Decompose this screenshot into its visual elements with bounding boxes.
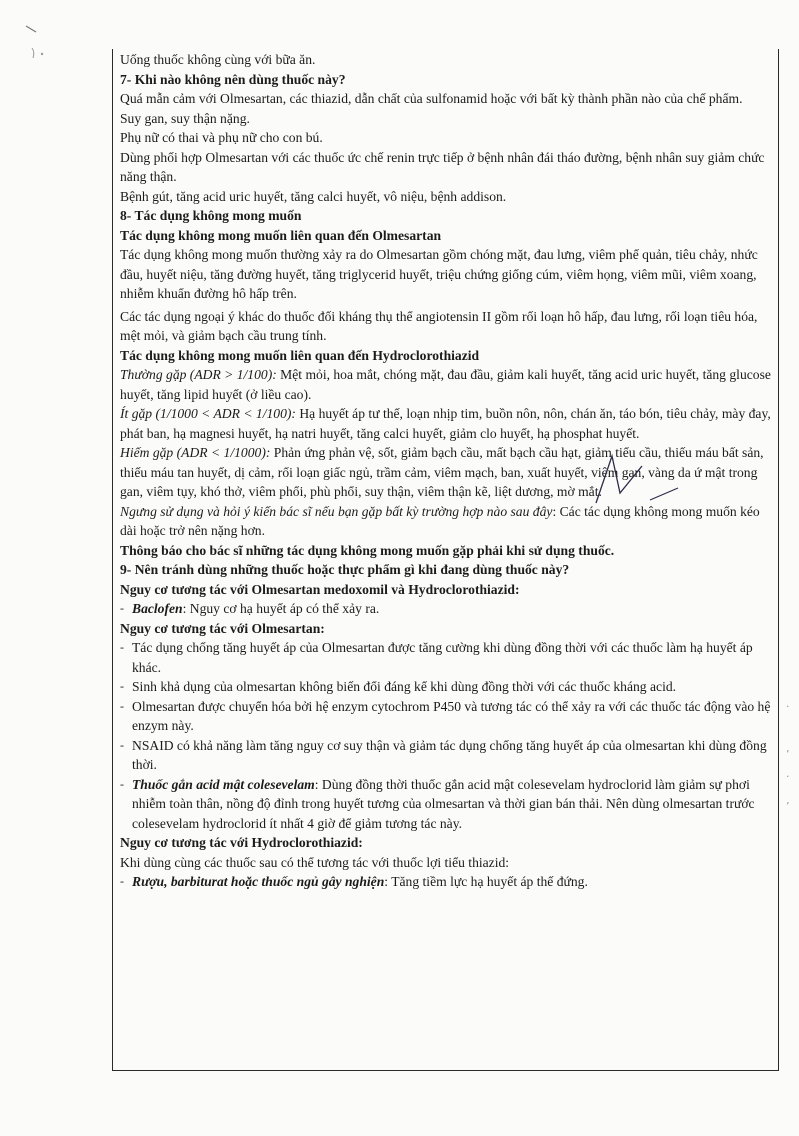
item-text: : Nguy cơ hạ huyết áp có thể xảy ra. <box>182 601 380 616</box>
margin-mark: · <box>786 700 790 713</box>
margin-mark: ʼ <box>786 800 790 813</box>
document-body <box>120 50 772 892</box>
paragraph-common-effects <box>120 365 772 404</box>
paragraph-stop-use <box>120 502 772 541</box>
paragraph: Suy gan, suy thận nặng. <box>120 110 250 126</box>
item-text: Tác dụng chống tăng huyết áp của Olmesartan được tăng cường khi dùng đồng thời với các thuốc làm hạ huyết áp khác. <box>132 640 753 675</box>
subheading: Tác dụng không mong muốn liên quan đến Olmesartan <box>120 227 442 243</box>
paragraph-text: Mệt mỏi, hoa mắt, chóng mặt, đau đầu, giảm kali huyết, tăng acid uric huyết, tăng glucose huyết, tăng lipid huyết (ở liều cao). <box>120 367 771 402</box>
margin-mark: · <box>786 770 790 783</box>
bullet-dash: - <box>120 737 124 752</box>
section-7-heading: 7- Khi nào không nên dùng thuốc này? <box>120 71 346 87</box>
paragraph: Bệnh gút, tăng acid uric huyết, tăng calci huyết, vô niệu, bệnh addison. <box>120 188 507 204</box>
margin-mark: ʼ <box>786 748 790 761</box>
list-item <box>120 677 772 697</box>
list-item <box>120 599 772 619</box>
item-text: : Dùng đồng thời thuốc gắn acid mật colesevelam hydroclorid làm giảm sự phơi nhiễm toàn thân, nồng độ đỉnh trong huyết tương của olmesartan và thời gian bán thải. Nên dùng olmesartan trước colesevelam hydroclorid ít nhất 4 giờ để giảm tương tác này. <box>132 776 755 831</box>
section-8-heading: 8- Tác dụng không mong muốn <box>120 208 302 223</box>
paragraph: Dùng phối hợp Olmesartan với các thuốc ức chế renin trực tiếp ở bệnh nhân đái tháo đường, bệnh nhân suy giảm chức năng thận. <box>120 149 765 184</box>
item-text: Sinh khả dụng của olmesartan không biến đổi đáng kể khi dùng đồng thời với các thuốc kháng acid. <box>132 679 677 694</box>
paragraph-text: Hạ huyết áp tư thế, loạn nhịp tim, buồn nôn, nôn, chán ăn, táo bón, tiêu chảy, mày đay, phát ban, hạ magnesi huyết, hạ natri huyết, tăng calci huyết, giảm clo huyết, hạ phosphat huyết. <box>120 406 771 441</box>
bullet-dash: - <box>120 698 124 713</box>
list-item <box>120 775 772 834</box>
scan-artifact-marks <box>14 18 54 78</box>
list-item <box>120 872 772 892</box>
paragraph-rare-effects <box>120 443 772 502</box>
drug-name: Baclofen <box>132 601 183 616</box>
bullet-dash: - <box>120 640 124 654</box>
subheading: Tác dụng không mong muốn liên quan đến Hydroclorothiazid <box>120 347 480 363</box>
list-item <box>120 697 772 736</box>
item-text: : Tăng tiềm lực hạ huyết áp thế đứng. <box>384 874 588 889</box>
subheading: Nguy cơ tương tác với Olmesartan medoxomil và Hydroclorothiazid: <box>120 581 520 597</box>
paragraph-text: Phản ứng phản vệ, sốt, giảm bạch cầu, mất bạch cầu hạt, giảm tiểu cầu, thiếu máu bất sản, thiếu máu tan huyết, dị cảm, rối loạn giấc ngủ, trầm cảm, viêm mạch, ban, xuất huyết, viêm gan, vàng da ứ mật trong gan, viêm tụy, khó thở, viêm phổi, phù phổi, suy thận, viêm thận kẽ, liệt dương, mờ mắt. <box>120 445 764 499</box>
bullet-dash: - <box>120 679 124 693</box>
text-line: Uống thuốc không cùng với bữa ăn. <box>120 52 316 67</box>
frequency-label: Thường gặp (ADR > 1/100): <box>120 367 277 382</box>
item-text: NSAID có khả năng làm tăng nguy cơ suy thận và giảm tác dụng chống tăng huyết áp của olmesartan khi dùng đồng thời. <box>132 737 767 772</box>
section-9-heading: 9- Nên tránh dùng những thuốc hoặc thực phẩm gì khi đang dùng thuốc này? <box>120 562 570 577</box>
frequency-label: Hiếm gặp (ADR < 1/1000): <box>120 445 271 460</box>
item-text: Olmesartan được chuyển hóa bởi hệ enzym cytochrom P450 và tương tác có thể xảy ra với các thuốc tác động vào hệ enzym này. <box>132 698 771 733</box>
drug-name: Thuốc gắn acid mật colesevelam <box>132 776 315 792</box>
subheading: Nguy cơ tương tác với Olmesartan: <box>120 620 325 636</box>
paragraph: Phụ nữ có thai và phụ nữ cho con bú. <box>120 130 323 145</box>
list-item <box>120 736 772 775</box>
paragraph: Quá mẫn cảm với Olmesartan, các thiazid, dẫn chất của sulfonamid hoặc với bất kỳ thành phần nào của chế phẩm. <box>120 91 743 106</box>
paragraph: Khi dùng cùng các thuốc sau có thể tương tác với thuốc lợi tiểu thiazid: <box>120 854 510 870</box>
notify-doctor-line: Thông báo cho bác sĩ những tác dụng không mong muốn gặp phải khi sử dụng thuốc. <box>120 542 615 558</box>
paragraph: Tác dụng không mong muốn thường xảy ra do Olmesartan gồm chóng mặt, đau lưng, viêm phế quản, tiêu chảy, nhức đầu, huyết niệu, tăng đường huyết, tăng triglycerid huyết, triệu chứng giống cúm, viêm họng, viêm mũi, viêm xoang, nhiễm khuẩn đường hô hấp trên. <box>120 247 758 301</box>
paragraph: Các tác dụng ngoại ý khác do thuốc đối kháng thụ thể angiotensin II gồm rối loạn hô hấp, đau lưng, rối loạn tiêu hóa, mệt mỏi, và giảm bạch cầu trung tính. <box>120 308 758 343</box>
stop-use-label: Ngưng sử dụng và hỏi ý kiến bác sĩ nếu bạn gặp bất kỳ trường hợp nào sau đây <box>120 503 553 519</box>
bullet-dash: - <box>120 874 124 888</box>
frequency-label: Ít gặp (1/1000 < ADR < 1/100): <box>120 406 296 421</box>
subheading: Nguy cơ tương tác với Hydroclorothiazid: <box>120 835 363 850</box>
bullet-dash: - <box>120 776 124 791</box>
drug-name: Rượu, barbiturat hoặc thuốc ngủ gây nghiện <box>132 874 385 889</box>
paragraph-uncommon-effects <box>120 404 772 443</box>
paragraph-text: : Các tác dụng không mong muốn kéo dài hoặc trở nên nặng hơn. <box>120 503 760 538</box>
bullet-dash: - <box>120 601 124 615</box>
list-item <box>120 638 772 677</box>
